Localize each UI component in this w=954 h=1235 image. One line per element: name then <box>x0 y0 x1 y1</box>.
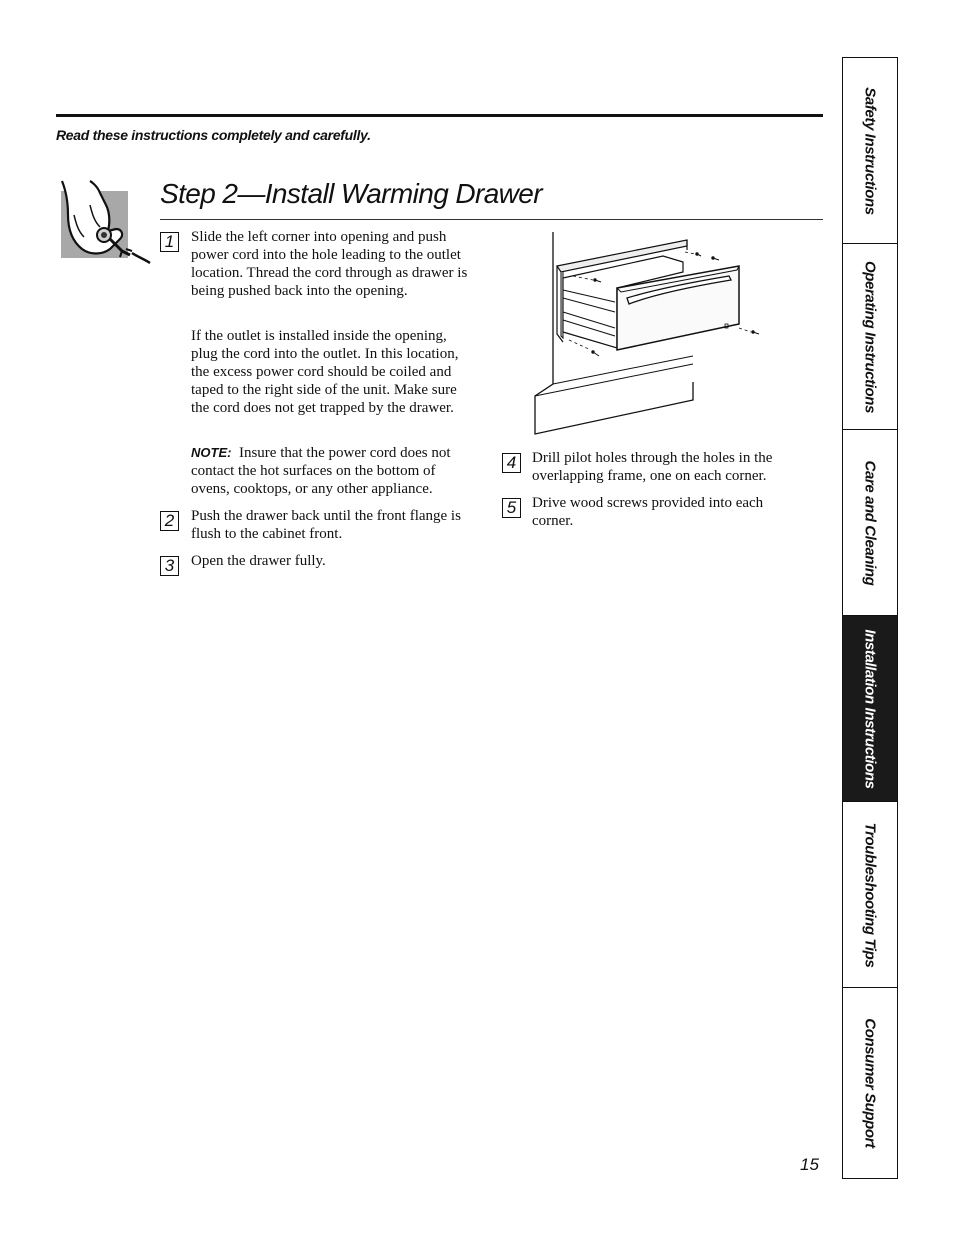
step-number-4: 4 <box>502 453 521 473</box>
step-5-text <box>532 494 792 530</box>
step-5-paragraph: Drive wood screws provided into each corner. <box>532 495 764 529</box>
step-number-1: 1 <box>160 232 179 252</box>
tab-installation-instructions[interactable] <box>843 616 897 802</box>
tab-operating-instructions[interactable] <box>843 244 897 430</box>
step-2-text <box>191 507 476 543</box>
intro-text: Read these instructions completely and carefully. <box>56 127 371 143</box>
tab-safety-instructions[interactable] <box>843 58 897 244</box>
section-tabs-sidebar <box>842 57 898 1179</box>
tab-label: Operating Instructions <box>861 260 879 414</box>
tab-label: Consumer Support <box>861 1018 879 1148</box>
tab-label: Care and Cleaning <box>861 460 879 586</box>
step-2-paragraph: Push the drawer back until the front flange is flush to the cabinet front. <box>191 508 461 542</box>
hand-plug-icon <box>60 175 152 267</box>
step-3-text <box>191 552 476 570</box>
top-rule <box>56 114 823 117</box>
step-3-paragraph: Open the drawer fully. <box>191 553 326 569</box>
step-1-paragraph: Slide the left corner into opening and push power cord into the hole leading to the outlet location. Thread the cord through as drawer is being pushed back into the opening. <box>191 229 468 299</box>
step-number-2: 2 <box>160 511 179 531</box>
step-number-3: 3 <box>160 556 179 576</box>
step-4-text <box>532 449 802 485</box>
step-number-5: 5 <box>502 498 521 518</box>
tab-label: Safety Instructions <box>861 87 879 215</box>
note-label: NOTE: <box>191 445 232 460</box>
tab-care-and-cleaning[interactable] <box>843 430 897 616</box>
page-title: Step 2—Install Warming Drawer <box>160 178 542 209</box>
title-rule <box>160 219 823 220</box>
warming-drawer-illustration-icon <box>533 232 773 436</box>
tab-label: Installation Instructions <box>861 629 879 789</box>
tab-label: Troubleshooting Tips <box>861 822 879 968</box>
step-1-text <box>191 228 476 300</box>
page-number: 15 <box>800 1155 819 1174</box>
step-1-note <box>191 444 476 498</box>
step-4-paragraph: Drill pilot holes through the holes in the overlapping frame, one on each corner. <box>532 450 773 484</box>
step-1-outlet-text <box>191 327 463 417</box>
tab-consumer-support[interactable] <box>843 988 897 1178</box>
tab-troubleshooting-tips[interactable] <box>843 802 897 988</box>
note-text: Insure that the power cord does not contact the hot surfaces on the bottom of ovens, cooktops, or any other appliance. <box>191 445 451 497</box>
step-1-outlet-paragraph: If the outlet is installed inside the opening, plug the cord into the outlet. In this location, the excess power cord should be coiled and taped to the right side of the unit. Make sure the cord does not get trapped by the drawer. <box>191 328 459 416</box>
